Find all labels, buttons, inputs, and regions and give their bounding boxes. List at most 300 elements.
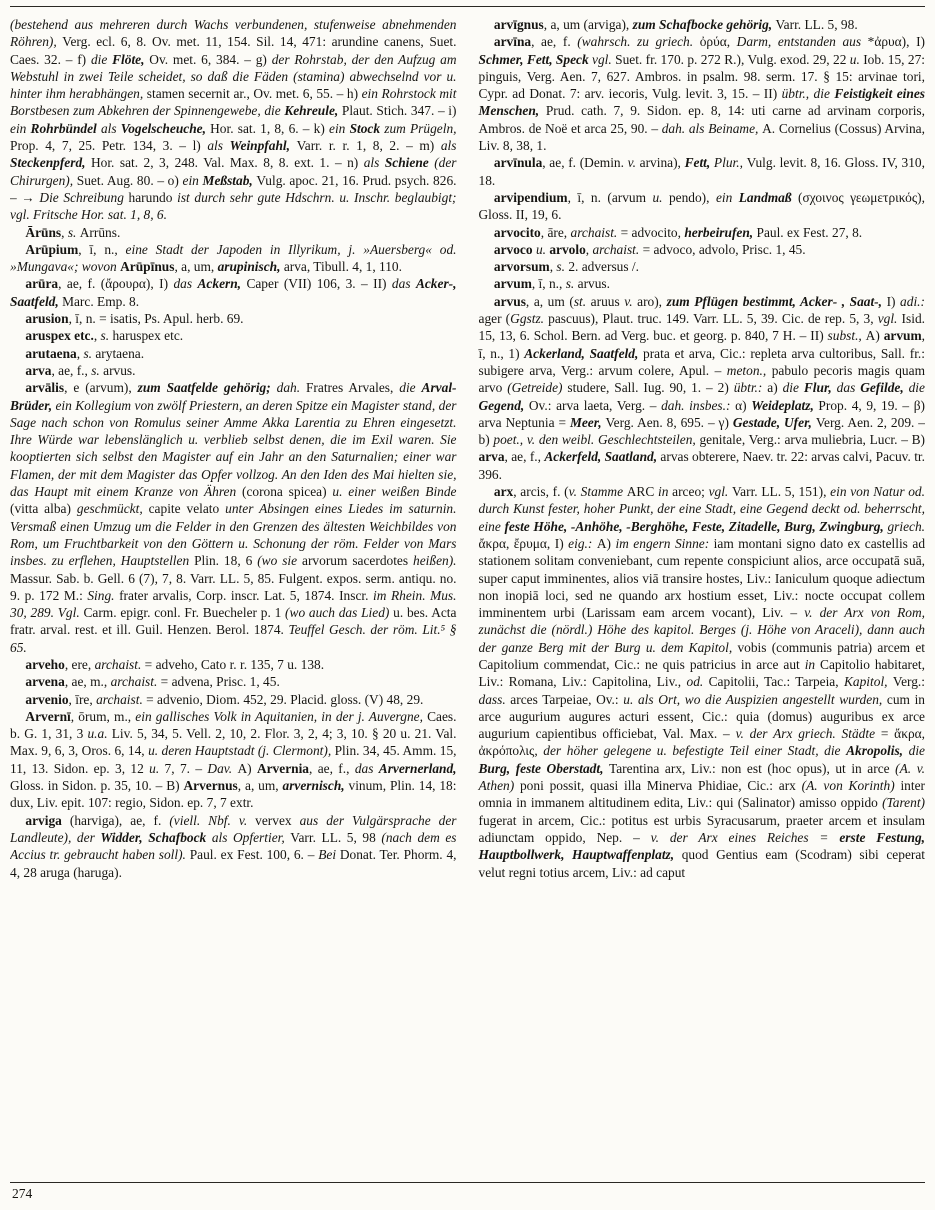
- text-segment-bi: Widder, Schafbock: [100, 829, 212, 845]
- text-segment: arvus.: [577, 276, 610, 292]
- text-segment-i: u.: [652, 189, 669, 205]
- text-segment: Varr. LL. 5, 98: [290, 829, 382, 845]
- text-segment-b: arvīgnus: [493, 17, 544, 32]
- text-segment-i: übtr.:: [733, 380, 768, 396]
- text-segment: Prud. cath. 7, 9. Sidon. ep. 8, 14: uti carne ad arvinam corporis, Ambros. de Noë et arca 25, 90. –: [478, 103, 925, 136]
- text-segment-bi: arupinisch,: [217, 259, 284, 275]
- text-segment: (σχοινος γεωμετρικός), Gloss. II, 19, 6.: [478, 189, 925, 223]
- text-segment: , ī, n.,: [531, 276, 566, 292]
- text-segment: Carm. epigr. conl. Fr. Buecheler p. 1: [83, 605, 286, 621]
- text-segment-bi: Arval-Brüder,: [10, 380, 457, 413]
- text-segment-b: arutaena: [25, 345, 77, 361]
- dictionary-entry: [479, 189, 926, 224]
- text-segment-i: griech.: [887, 518, 925, 534]
- text-segment: aro),: [637, 293, 667, 309]
- text-segment-b: arveho: [25, 656, 65, 672]
- text-segment-b: arva: [478, 449, 505, 465]
- text-segment-i: als Opfertier,: [211, 829, 291, 845]
- text-segment: , a, um (: [525, 293, 574, 309]
- text-segment: , īre,: [68, 691, 97, 707]
- text-segment-i: das: [391, 276, 416, 292]
- text-segment-i: s.: [100, 328, 113, 344]
- text-segment-i: archaist.: [110, 674, 161, 690]
- text-segment: , āre,: [540, 224, 571, 240]
- dictionary-entry: [10, 327, 457, 344]
- text-segment: (vitta alba): [10, 501, 77, 517]
- dictionary-entry: [10, 691, 457, 708]
- text-segment-bi: Flöte,: [112, 51, 150, 67]
- text-segment: arvina),: [639, 155, 685, 171]
- text-segment-i: im Rhein. Mus. 30, 289. Vgl.: [10, 587, 457, 621]
- dictionary-entry: [479, 293, 926, 483]
- text-segment: Caes. b. G. 1, 31, 3: [10, 708, 457, 742]
- text-segment-bi: zum Pflügen bestimmt, Acker- , Saat-,: [666, 293, 887, 309]
- text-segment-i: ein: [10, 120, 31, 136]
- text-segment-bi: Feistigkeit eines Menschen,: [478, 86, 925, 119]
- text-segment-bi: Akropolis,: [846, 743, 909, 759]
- dictionary-entry: [479, 483, 926, 881]
- text-segment-i: vgl.: [877, 311, 902, 327]
- text-segment: Vulg. levit. 8, 16. Gloss. IV, 310, 18.: [478, 155, 925, 188]
- text-segment-i: eine Stadt der Japoden in Illyrikum, j. »Auersberg« od. »Mungava«; wovon: [10, 241, 457, 275]
- text-segment-bi: Flur,: [803, 380, 837, 396]
- text-segment-i: das: [173, 276, 198, 292]
- top-rule: [10, 6, 925, 7]
- text-segment-i: dass.: [478, 691, 511, 707]
- dictionary-entry: [479, 33, 926, 154]
- text-segment: vobis (communis patria) arcem et Capitolium commendat, Cic.: ne quis patricius in arce aut: [478, 639, 925, 672]
- text-segment: Suet. fr. 170. p. 272 R.), Vulg. exod. 29, 22: [615, 51, 850, 67]
- text-segment: Prop. 4, 7, 25. Petr. 134, 3. – l): [10, 138, 208, 154]
- text-segment: ,: [93, 328, 101, 344]
- text-segment: arvus.: [103, 362, 136, 378]
- dictionary-entry: [10, 379, 457, 656]
- text-segment: , e (arvum),: [64, 380, 138, 396]
- text-segment: Varr. LL. 5, 151),: [732, 484, 831, 500]
- text-segment-i: s.: [556, 259, 569, 275]
- text-segment-i: ist durch sehr gute Hdschrn. u. Inschr. beglaubigt; vgl. Fritsche Hor. sat. 1, 8, 6.: [10, 189, 457, 223]
- text-segment-i: übtr., die: [781, 86, 835, 102]
- text-segment-i: ein Kollegium von zwölf Priestern, an deren Spitze ein Magister stand, der Sage nach schon von Romulus seiner Amme Akka Larentia zu Ehren eingesetzt. Ihre Würde war lebenslänglich u. verblieb selbst denen, die im Exil waren. Sie kooptierten sich selbst den Magister auf ein Jahr an den Saturnalien; einer war Flamen, der mit dem Magister das Opfer vollzog. An den Iden des Mai hielten sie, das Haupt mit einem Kranze von Ähren: [10, 397, 457, 500]
- text-segment: fugerat in arcem, Cic.: potitus est urbis Syracusarum, praeter arcem et insulam adiunctam oppido, Nep. –: [478, 812, 925, 845]
- text-segment: capite velato: [148, 501, 226, 517]
- text-segment-bi: Ackerland, Saatfeld,: [524, 345, 644, 361]
- dictionary-entry: [479, 275, 926, 292]
- text-segment: Paul. ex Fest. 100, 6. –: [189, 847, 319, 863]
- text-segment: α): [735, 397, 752, 413]
- text-segment: , ōrum, m.,: [70, 708, 136, 724]
- text-segment-i: Plur.,: [713, 155, 747, 171]
- text-segment-i: archaist.: [94, 656, 145, 672]
- text-segment-bi: Rohrbündel: [30, 120, 101, 136]
- text-segment: genitale, Verg.: arva muliebria, Lucr. – B): [699, 432, 925, 448]
- text-segment: Prop. 4, 9, 19. – β) arva Neptunia =: [478, 397, 925, 430]
- text-segment-bi: Ackerfeld, Saatland,: [544, 449, 661, 465]
- text-segment: Vulg. apoc. 21, 16. Prud. psych. 826. – →: [10, 172, 457, 205]
- text-segment-i: die: [908, 380, 925, 396]
- text-segment-bi: Stock: [349, 120, 385, 136]
- text-segment-b: Arvernī: [25, 708, 71, 724]
- text-segment-i: v.: [627, 155, 640, 171]
- text-segment-i: Sing.: [87, 587, 120, 603]
- text-segment: arceo;: [672, 484, 709, 500]
- dictionary-entry: [479, 224, 926, 241]
- text-segment-i: v. der Arx eines Reiches =: [650, 829, 840, 845]
- text-segment: Caper (VII) 106, 3. – II): [246, 276, 392, 292]
- text-segment-i: die: [90, 51, 113, 67]
- text-segment-i: adi.:: [900, 293, 925, 309]
- text-segment-bi: herbeirufen,: [684, 224, 757, 240]
- text-segment: , ae, f.: [531, 34, 578, 50]
- text-segment: Isid. 15, 13, 6. Schol. Bern. ad Verg. buc. et georg. p. 840, 7 H. – II): [478, 311, 925, 344]
- text-segment: A): [865, 328, 884, 344]
- text-segment-i: archaist.: [570, 224, 621, 240]
- text-segment-i: eig.:: [568, 535, 597, 551]
- text-segment: Gloss. in Sidon. p. 35, 10. – B): [10, 778, 184, 794]
- text-segment-i: die: [782, 380, 804, 396]
- text-segment-i: (der Chirurgen),: [10, 155, 457, 188]
- text-segment-i: u. als Ort, wo die Auspizien angestellt wurden,: [623, 691, 887, 707]
- text-segment: (corona spicea): [241, 484, 333, 500]
- page-number: 274: [12, 1186, 33, 1201]
- text-segment: ,: [549, 259, 557, 275]
- text-segment-i: die: [399, 380, 422, 396]
- text-segment: , a, um,: [174, 259, 218, 275]
- text-segment: inter omnia in immanem altitudinem edita, Liv.: qui (Salinator) amisso oppido: [478, 778, 925, 811]
- text-segment-i: dah.: [276, 380, 306, 396]
- text-segment-bi: Schiene: [384, 155, 435, 171]
- text-segment-b: arvoco: [493, 241, 536, 257]
- text-segment-i: in: [658, 484, 673, 500]
- text-segment-b: Arūpium: [25, 241, 79, 257]
- text-segment-bi: Kehreule,: [284, 103, 342, 119]
- text-segment-bi: Gefilde,: [860, 380, 909, 396]
- text-segment: studere, Sall. Iug. 90, 1. – 2): [567, 380, 734, 396]
- text-segment: , ae, f. (Demin.: [542, 155, 628, 171]
- text-segment-i: heißen).: [413, 553, 457, 569]
- text-segment: Plaut. Stich. 347. – i): [341, 103, 457, 119]
- text-segment-b: arvum: [493, 276, 532, 292]
- text-segment-b: arviga: [25, 812, 70, 828]
- text-segment-i: u. deren Hauptstadt (j. Clermont),: [148, 743, 335, 759]
- text-segment: Liv. 5, 34, 5. Vell. 2, 10, 2. Flor. 3, 2, 4; 3, 10. § 20 u. 21. Val. Max. 9, 6, 3, Oros. 6, 14,: [10, 726, 457, 759]
- dictionary-entry: [10, 224, 457, 241]
- text-segment-bi: Schmer, Fett, Speck: [478, 51, 593, 67]
- text-segment: ,: [585, 241, 593, 257]
- text-segment: Massur. Sab. b. Gell. 6 (7), 7, 8. Varr. LL. 5, 85. Fulgent. expos. serm. antiqu. no. 9. p. 172 M.:: [10, 570, 457, 603]
- text-segment-bi: Gegend,: [478, 397, 529, 413]
- text-segment-b: arvenio: [25, 691, 69, 707]
- text-segment: , ī, n. = isatis, Ps. Apul. herb. 69.: [68, 311, 244, 327]
- text-segment-i: subst.,: [827, 328, 866, 344]
- text-segment: arva, Tibull. 4, 1, 110.: [283, 259, 402, 275]
- text-segment: I): [886, 293, 901, 309]
- text-segment: *ἀρυα), I): [867, 34, 925, 50]
- text-segment-i: ein: [182, 172, 203, 188]
- text-segment: Tarentina arx, Liv.: non est (hoc opus), ut in arce: [609, 760, 896, 776]
- text-segment: ἄκρα, ἔρυμα, I): [478, 535, 569, 551]
- text-segment-bi: Weideplatz,: [751, 397, 819, 413]
- text-segment: Capitolio habitaret, Liv.: Romana, Liv.: Capitolina, Liv.,: [478, 656, 925, 690]
- text-segment-i: Dav.: [207, 760, 238, 776]
- dictionary-entry: [10, 708, 457, 812]
- text-segment-b: arx: [493, 484, 514, 500]
- text-segment-b: Arūpīnus: [120, 259, 175, 275]
- text-segment-i: s.: [83, 345, 96, 361]
- text-segment: = advocito,: [620, 224, 685, 240]
- text-segment: , a, um,: [237, 778, 283, 794]
- text-segment: Donat. Ter. Phorm. 4, 4, 28 aruga (haruga).: [10, 847, 457, 880]
- text-segment: cum in arce augurium augures acturi essent, Cic.: quia (domus) auguribus ex arce augurium capientibus officiebat, Val. Max. –: [478, 691, 925, 742]
- text-segment-i: vgl.: [708, 484, 732, 500]
- text-segment-i: (Getreide): [507, 380, 568, 396]
- text-segment-i: als: [440, 138, 457, 154]
- text-segment: Ov. met. 6, 384. – g): [149, 51, 272, 67]
- text-segment-i: in: [804, 656, 821, 672]
- text-segment-bi: Meßstab,: [202, 172, 257, 188]
- text-segment-bi: Steckenpferd,: [10, 155, 91, 171]
- text-segment: Ov.: arva laeta, Verg. –: [528, 397, 662, 413]
- text-segment: ὀρύα,: [699, 34, 737, 50]
- text-segment-i: v. der Arx griech. Städte: [735, 726, 881, 742]
- text-segment-b: arvolo: [549, 241, 586, 257]
- text-segment: 2. adversus /.: [568, 259, 639, 275]
- text-segment: Marc. Emp. 8.: [62, 293, 140, 309]
- text-segment: poni possit, quasi illa Minerva Phidiae, Cic.: arx: [519, 778, 802, 794]
- text-segment: prata et arva, Cic.: repleta arva cultoribus, Sall. fr.: subigere arva, Verg.: arvum colere, Apul. –: [478, 345, 925, 378]
- dictionary-entry: [479, 241, 926, 258]
- text-segment-i: zum Prügeln,: [384, 120, 457, 136]
- text-segment: , ae, f.,: [309, 760, 355, 776]
- text-segment-i: st.: [573, 293, 591, 309]
- bottom-rule: [10, 1182, 925, 1183]
- dictionary-entry: [10, 812, 457, 881]
- text-segment-i: im engern Sinne:: [615, 535, 714, 551]
- text-segment-i: (wo sie: [257, 553, 303, 569]
- text-segment: Verg. Aen. 8, 695. – γ): [605, 414, 733, 430]
- text-segment: Suet. Aug. 80. – o): [76, 172, 183, 188]
- text-segment-i: s.: [565, 276, 578, 292]
- dictionary-entry: [10, 345, 457, 362]
- text-segment: quod Gentius eam (Scodram) sibi ceperat velut regni totius arcem, Liv.: ad caput: [478, 847, 925, 880]
- dictionary-entry: [10, 362, 457, 379]
- text-segment: pendo),: [668, 189, 716, 205]
- text-segment-i: das: [836, 380, 861, 396]
- text-segment-i: (A. v. Athen): [478, 760, 925, 794]
- page-footer: [10, 1182, 925, 1202]
- text-segment-i: (bestehend aus mehreren durch Wachs verbundenen, stufenweise abnehmenden Röhren),: [10, 17, 457, 50]
- text-segment-i: Darm, entstanden aus: [736, 34, 868, 50]
- text-segment-i: der Rohrstab, der den Aufzug am Webstuhl in zwei Teile scheidet, so daß die Fäden (stamina) abwechselnd vor u. hinter ihm herabhängen,: [10, 51, 457, 102]
- text-segment: , ae, f.,: [504, 449, 545, 465]
- text-segment-i: Die Schreibung: [39, 189, 129, 205]
- text-segment: A): [237, 760, 257, 776]
- text-segment-bi: Landmaß: [738, 189, 799, 205]
- text-segment-b: aruspex etc.: [25, 328, 94, 344]
- text-segment: = adveho, Cato r. r. 135, 7 u. 138.: [144, 656, 325, 672]
- text-segment: Plin. 34, 45. Amm. 15, 11, 13. Sidon. ep. 3, 12: [10, 743, 457, 776]
- dictionary-entry: [10, 673, 457, 690]
- dictionary-entry: [479, 154, 926, 189]
- text-segment-i: archaist.: [96, 691, 147, 707]
- text-segment-i: poet., v. den weibl. Geschlechtsteilen,: [493, 432, 700, 448]
- text-segment-i: u. einer weißen Binde: [332, 484, 457, 500]
- text-segment-i: u.: [535, 241, 550, 257]
- text-segment: = ἄκρα, ἀκρόπολις,: [478, 726, 925, 759]
- text-segment-b: arvālis: [25, 380, 65, 396]
- text-segment: ,: [76, 345, 84, 361]
- text-segment: , ae, m.,: [64, 674, 111, 690]
- text-segment-b: arvena: [25, 674, 65, 690]
- text-segment-i: meton.,: [726, 362, 772, 378]
- text-segment-i: (nach dem es Accius tr. gebraucht haben soll).: [10, 829, 457, 863]
- text-segment-i: (wahrsch. zu griech.: [577, 34, 700, 50]
- text-segment-b: arusion: [25, 311, 69, 327]
- text-segment-i: als: [100, 120, 121, 136]
- text-segment-b: arvīnula: [493, 155, 543, 171]
- text-segment-bi: zum Saatfelde gehörig;: [137, 380, 277, 396]
- page-content: [10, 16, 925, 1172]
- text-segment-bi: Arvernerland,: [378, 760, 457, 776]
- text-segment: Fratres Arvales,: [305, 380, 400, 396]
- text-segment: harundo: [128, 189, 178, 205]
- text-segment-b: arva: [25, 362, 52, 378]
- text-segment: ager (: [478, 311, 511, 327]
- text-segment-i: dah. insbes.:: [661, 397, 736, 413]
- text-segment-i: u.a.: [87, 726, 112, 742]
- text-segment: arvas obterere, Naev. tr. 22: arvas calvi, Pacuv. tr. 396.: [478, 449, 925, 482]
- text-segment: stamen secernit ar., Ov. met. 6, 55. – h): [146, 86, 362, 102]
- text-segment-i: ein: [329, 120, 350, 136]
- text-segment-i: od.: [686, 674, 709, 690]
- text-segment: vinum, Plin. 14, 18: dux, Liv. epit. 107: regio, Sidon. ep. 7, 7 extr.: [10, 778, 457, 811]
- text-segment: Iob. 15, 27: pinguis, Verg. Aen. 7, 627. Ambros. in psalm. 98. serm. 17. § 15: arvinae tori, Cypr. ad Donat. 7: arv. iecoris, Vulg. levit. 3, 15. – II): [478, 51, 925, 102]
- text-segment-i: geschmückt,: [76, 501, 149, 517]
- text-segment-bi: Vogelscheuche,: [120, 120, 211, 136]
- text-segment: Verg.:: [892, 674, 925, 690]
- text-segment-b: arūra: [25, 276, 59, 292]
- text-segment: Arrūns.: [79, 224, 121, 240]
- text-segment: frater arvalis, Corp. inscr. Lat. 5, 1874. Inscr.: [119, 587, 374, 603]
- column-right: [479, 16, 926, 1172]
- dictionary-entry: [479, 258, 926, 275]
- dictionary-entry: [10, 16, 457, 224]
- text-segment: = advoco, advolo, Prisc. 1, 45.: [642, 241, 806, 257]
- text-segment-i: u.: [149, 760, 165, 776]
- text-segment: , ae, f. (ἄρουρα), I): [58, 276, 174, 292]
- text-segment-bi: Fett,: [684, 155, 714, 171]
- dictionary-entry: [10, 241, 457, 276]
- text-segment-bi: Ackern,: [197, 276, 247, 292]
- dictionary-entry: [10, 275, 457, 310]
- text-segment-bi: feste Höhe, -Anhöhe, -Berghöhe, Feste, Zitadelle, Burg, Zwingburg,: [504, 518, 888, 534]
- text-segment: pascuus), Plaut. truc. 149. Varr. LL. 5, 39. Cic. de rep. 5, 3,: [548, 311, 878, 327]
- text-segment-i: Ggstz.: [510, 311, 549, 327]
- text-segment-i: die: [908, 743, 925, 759]
- text-segment: , arcis, f. (: [513, 484, 569, 500]
- text-segment-bi: Gestade, Ufer,: [732, 414, 816, 430]
- text-segment-bi: Meer,: [569, 414, 606, 430]
- text-segment-b: Arvernia: [256, 760, 309, 776]
- text-segment-i: aus der Vulgärsprache der Landleute), der: [10, 812, 457, 845]
- text-segment-b: arvīna: [493, 34, 532, 50]
- text-segment: Plin. 18, 6: [194, 553, 258, 569]
- text-segment-b: arvus: [493, 293, 526, 309]
- text-segment-b: arvipendium: [493, 189, 568, 205]
- text-segment-b: Ārūns: [25, 224, 62, 240]
- text-segment: u. bes. Acta fratr. arval. rest. et ill. Guil. Henzen. Berol. 1874.: [10, 605, 457, 638]
- text-segment: Varr. LL. 5, 98.: [775, 17, 858, 32]
- text-segment: arytaena.: [95, 345, 145, 361]
- text-segment-i: ein Rohrstock mit Borstbesen zum Abkehren der Spinnengewebe, die: [10, 86, 457, 119]
- text-segment: = advena, Prisc. 1, 45.: [160, 674, 280, 690]
- text-segment: 7, 7. –: [164, 760, 208, 776]
- text-segment: Hor. sat. 2, 3, 248. Val. Max. 8, 8. ext. 1. – n): [90, 155, 364, 171]
- dictionary-entry: [479, 16, 926, 33]
- dictionary-entry: [10, 310, 457, 327]
- text-segment-i: unter Absingen eines Liedes im saturnin. Versmaß einen Umzug um die Felder in den Grenzen des ältesten Weichbildes von Rom, um Fruchtbarkeit von den Göttern u. Schonung der röm. Felder von Mars insbes. zu erflehen, Hauptstellen: [10, 501, 457, 569]
- text-segment-i: dah. als Beiname,: [661, 120, 763, 136]
- text-segment: , ere,: [64, 656, 95, 672]
- text-segment-b: Arvernus: [183, 778, 238, 794]
- text-segment-i: u.: [849, 51, 864, 67]
- text-segment-i: ein: [715, 189, 739, 205]
- text-segment: aruus: [590, 293, 625, 309]
- text-segment: iam montani signo dato ex castellis ad stationem solitam conveniebant, cum repente conspiciunt alios, arce occupatā suā, super caput imminentes, alios viā transire hostes, Liv.: Ianiculum quoque adiectum non inopiā loci, sed ne quando arx hostium esset, Liv.: nocte occupat collem imminentem urbi (Larissam eam arcem vocant), Liv. –: [478, 535, 925, 621]
- text-segment-i: (A. von Korinth): [801, 778, 901, 794]
- text-segment-i: v. Stamme: [568, 484, 627, 500]
- text-segment-i: v. der Arx von Rom, zunächst die (nördl.) Höhe des kapitol. Berges (j. Höhe von Araceli), dann auch der ganze Berg mit der Burg u. dem Kapitol,: [478, 605, 925, 655]
- text-segment: = advenio, Diom. 452, 29. Placid. gloss. (V) 48, 29.: [146, 691, 424, 707]
- text-segment: , ī, n.,: [78, 241, 126, 257]
- text-segment-i: archaist.: [592, 241, 643, 257]
- text-segment: ,: [61, 224, 68, 240]
- text-segment-i: v.: [624, 293, 638, 309]
- text-segment: , ae, f.,: [51, 362, 92, 378]
- text-segment-bi: erste Festung, Hauptbollwerk, Hauptwaffenplatz,: [478, 829, 925, 863]
- text-segment-bi: arvernisch,: [282, 778, 349, 794]
- text-segment-i: s.: [67, 224, 80, 240]
- text-segment: arces Tarpeiae, Ov.:: [510, 691, 624, 707]
- text-segment-i: ein gallisches Volk in Aquitanien, in der j. Auvergne,: [135, 708, 428, 724]
- text-segment-i: das: [354, 760, 379, 776]
- text-segment-bi: Weinpfahl,: [229, 138, 297, 154]
- text-segment: A): [596, 535, 616, 551]
- text-segment: Varr. r. r. 1, 8, 2. – m): [296, 138, 441, 154]
- text-segment: Hor. sat. 1, 8, 6. – k): [210, 120, 330, 136]
- text-segment: pabulo pecoris magis quam arvo: [478, 362, 925, 396]
- text-segment-bi: Burg, feste Oberstadt,: [478, 760, 609, 776]
- text-segment-i: s.: [91, 362, 104, 378]
- text-segment-i: der höher gelegene u. befestigte Teil einer Stadt, die: [543, 743, 847, 759]
- text-segment: a): [767, 380, 783, 396]
- text-segment-i: (Tarent): [882, 795, 925, 811]
- text-segment-b: arvum: [883, 328, 922, 344]
- text-segment: , a, um (arviga),: [543, 17, 633, 32]
- text-segment: A. Cornelius (Cossus) Arvina, Liv. 8, 38, 1.: [478, 120, 925, 154]
- column-left: [10, 16, 457, 1172]
- text-segment: , ī, n., 1): [478, 328, 925, 361]
- text-segment: ARC: [626, 484, 659, 500]
- text-segment-i: als: [363, 155, 385, 171]
- text-segment-b: arvorsum: [493, 259, 550, 275]
- text-segment-i: vgl.: [592, 51, 616, 67]
- text-segment: arvorum sacerdotes: [302, 553, 414, 569]
- text-segment-i: Bei: [318, 847, 340, 863]
- text-segment-bi: Acker-, Saatfeld,: [10, 276, 457, 309]
- text-segment: Capitolii, Tac.: Tarpeia,: [708, 674, 844, 690]
- text-segment-i: Kapitol,: [843, 674, 893, 690]
